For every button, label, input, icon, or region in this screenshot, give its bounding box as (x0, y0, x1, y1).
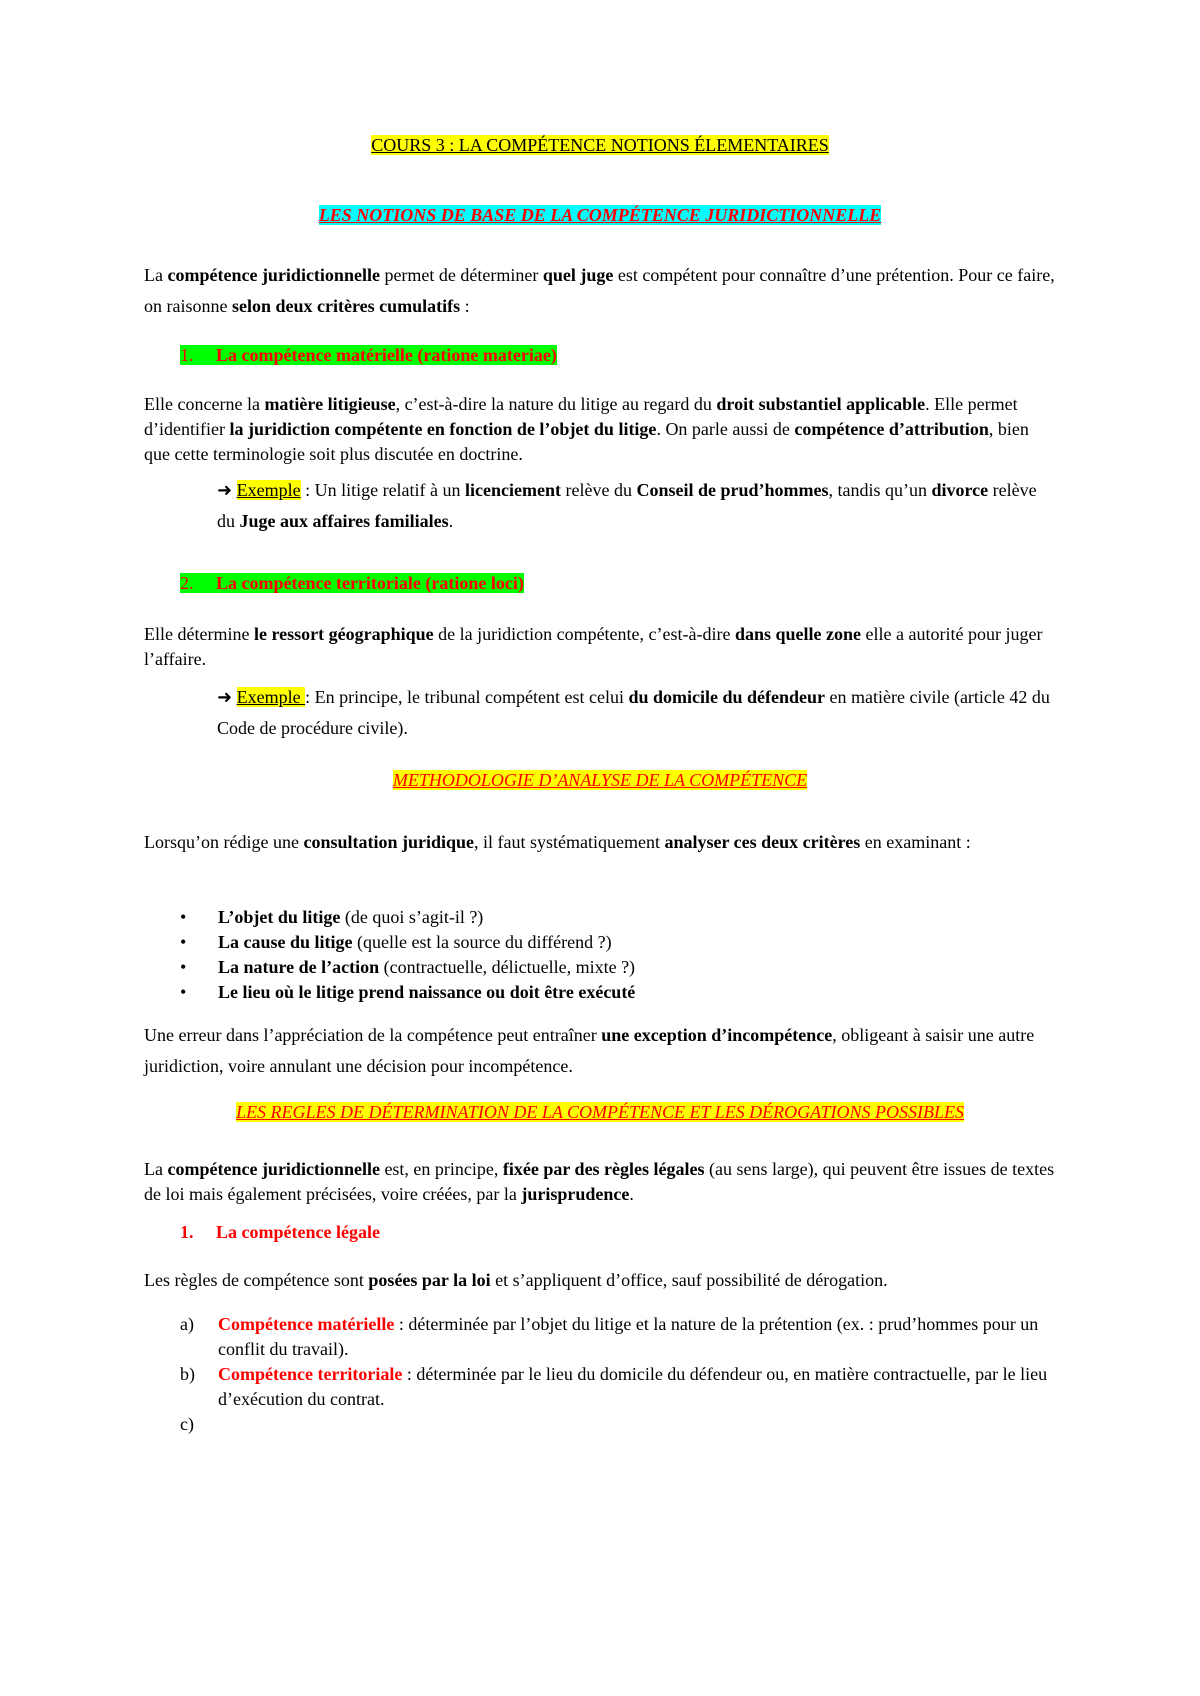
paragraph-competence-materielle: Elle concerne la matière litigieuse, c’est-à-dire la nature du litige au regard du droit substantiel applicable. Elle permet d’identifier la juridiction compétente en fonction de l’objet du litige. On parle aussi de compétence d’attribution, bien que cette terminologie soit plus discutée en doctrine. (144, 394, 1029, 464)
bullet-icon: • (180, 957, 187, 977)
section-number: 2. La compétence territoriale (ratione loci) (180, 573, 524, 593)
list-item: • La cause du litige (quelle est la source du différend ?) (180, 930, 1060, 955)
arrow-icon: ➜ (217, 687, 237, 707)
list-item: • L’objet du litige (de quoi s’agit-il ?) (180, 905, 1060, 930)
heading-text: METHODOLOGIE D’ANALYSE DE LA COMPÉTENCE (392, 770, 808, 790)
list-item: c) (180, 1414, 194, 1434)
list-item: a) Compétence matérielle : déterminée par l’objet du litige et la nature de la prétention (ex. : prud’hommes pour un conflit du travail). (180, 1314, 1039, 1359)
paragraph-regles-posees: Les règles de compétence sont posées par la loi et s’appliquent d’office, sauf possibilité de dérogation. (144, 1270, 888, 1290)
bullet-icon: • (180, 932, 187, 952)
section-heading-competence-materielle (180, 345, 557, 366)
heading-text: LES REGLES DE DÉTERMINATION DE LA COMPÉTENCE ET LES DÉROGATIONS POSSIBLES (236, 1102, 964, 1122)
heading-methodologie (0, 770, 1200, 791)
document-title (0, 135, 1200, 156)
bullet-icon: • (180, 982, 187, 1002)
example-domicile: ➜ Exemple : En principe, le tribunal compétent est celui du domicile du défendeur en matière civile (article 42 du Code de procédure civile). (217, 687, 1050, 738)
paragraph-exception-incompetence: Une erreur dans l’appréciation de la compétence peut entraîner une exception d’incompétence, obligeant à saisir une autre juridiction, voire annulant une décision pour incompétence. (144, 1025, 1035, 1076)
title-text: COURS 3 : LA COMPÉTENCE NOTIONS ÉLEMENTAIRES (371, 135, 829, 155)
section-heading-competence-legale: 1. La compétence légale (180, 1222, 380, 1242)
bullet-icon: • (180, 907, 187, 927)
paragraph-intro: La compétence juridictionnelle permet de déterminer quel juge est compétent pour connaître d’une prétention. Pour ce faire, on raisonne selon deux critères cumulatifs : (144, 265, 1055, 316)
example-label: Exemple (236, 480, 301, 500)
list-item: b) Compétence territoriale : déterminée par le lieu du domicile du défendeur ou, en matière contractuelle, par le lieu d’exécution du contrat. (180, 1364, 1048, 1409)
example-label: Exemple (236, 687, 306, 707)
paragraph-regles-legales: La compétence juridictionnelle est, en principe, fixée par des règles légales (au sens large), qui peuvent être issues de textes de loi mais également précisées, voire créées, par la jurisprudence. (144, 1159, 1055, 1204)
heading-text: LES NOTIONS DE BASE DE LA COMPÉTENCE JURIDICTIONNELLE (318, 205, 882, 225)
section-label: La compétence légale (216, 1222, 380, 1242)
arrow-icon: ➜ (217, 480, 237, 500)
paragraph-competence-territoriale: Elle détermine le ressort géographique de la juridiction compétente, c’est-à-dire dans quelle zone elle a autorité pour juger l’affaire. (144, 624, 1043, 669)
section-number: 1. La compétence matérielle (ratione materiae) (180, 345, 557, 365)
example-licenciement: ➜ Exemple : Un litige relatif à un licenciement relève du Conseil de prud’hommes, tandis qu’un divorce relève du Juge aux affaires familiales. (217, 480, 1037, 531)
list-item: • La nature de l’action (contractuelle, délictuelle, mixte ?) (180, 955, 1060, 980)
section-label: La compétence territoriale (ratione loci) (216, 573, 524, 593)
competence-types-list (180, 1312, 1060, 1437)
section-label: La compétence matérielle (ratione materiae) (216, 345, 557, 365)
criteria-list (180, 905, 1060, 1005)
heading-notions-de-base (0, 205, 1200, 226)
paragraph-consultation: Lorsqu’on rédige une consultation juridique, il faut systématiquement analyser ces deux critères en examinant : (144, 832, 971, 852)
heading-regles-determination (0, 1102, 1200, 1123)
list-item: • Le lieu où le litige prend naissance ou doit être exécuté (180, 980, 1060, 1005)
section-heading-competence-territoriale (180, 573, 524, 594)
